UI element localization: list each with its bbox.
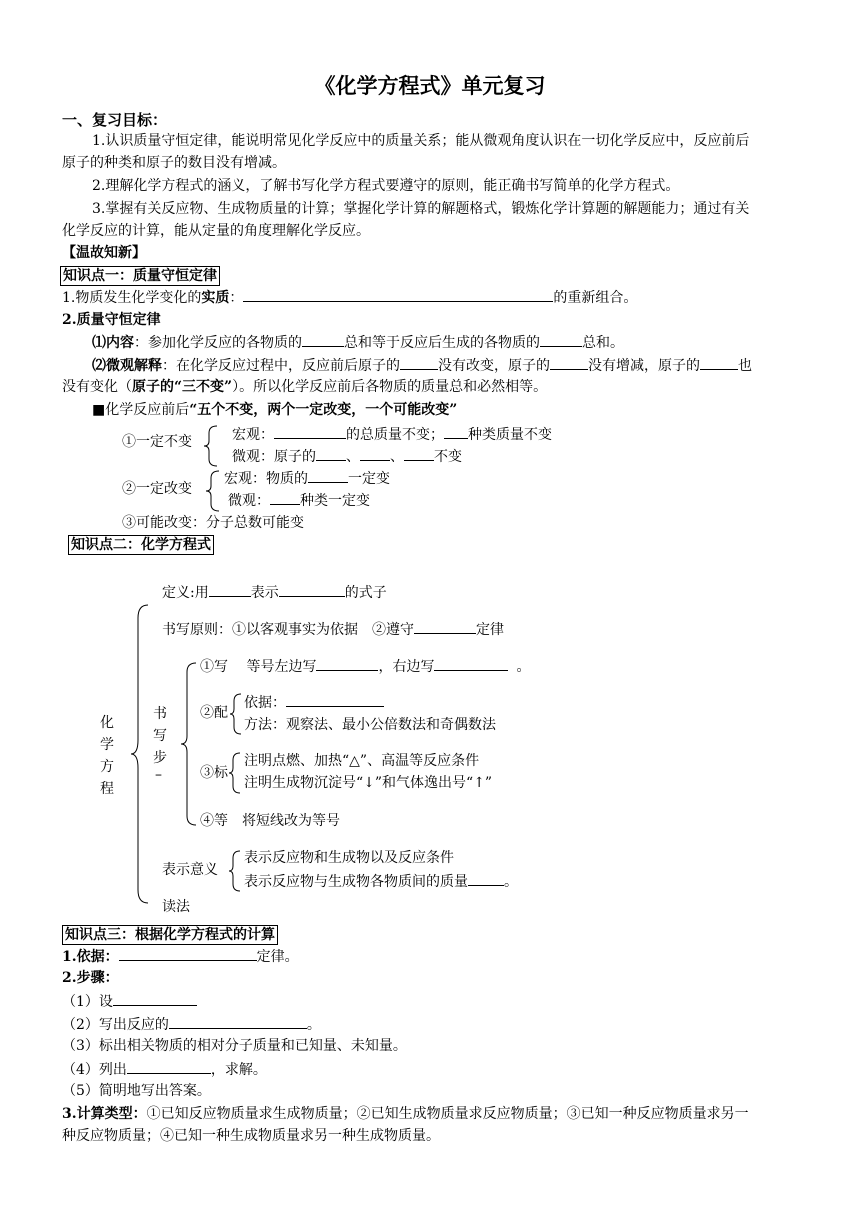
k2-steps-vertical: 书写步 <box>153 706 167 766</box>
brace-icon <box>229 693 243 735</box>
brace-icon <box>130 604 150 904</box>
square-bullet-icon: ■ <box>92 402 106 418</box>
goal-3-line-1: 3.掌握有关反应物、生成物质量的计算；掌握化学计算的解题格式，锻炼化学计算题的解题能力；通过有关 <box>92 201 750 217</box>
k3-types-line-2: 种反应物质量；④已知一种生成物质量求另一种生成物质量。 <box>62 1128 440 1144</box>
brace-icon <box>228 752 242 794</box>
k3-step-4: （4）列出 ，求解。 <box>62 1059 267 1080</box>
k1-unchanged-macro: 宏观： 的总质量不变； 种类质量不变 <box>232 424 552 445</box>
goal-2: 2.理解化学方程式的涵义，了解书写化学方程式要遵守的原则，能正确书写简单的化学方程式。 <box>92 178 680 194</box>
goals-heading: 一、复习目标： <box>62 111 168 129</box>
k3-box-heading: 知识点三：根据化学方程式的计算 <box>62 925 278 945</box>
k2-vertical-title: 化学方程 <box>100 715 114 797</box>
k2-meaning-label: 表示意义 <box>162 862 218 878</box>
k3-step-3: （3）标出相关物质的相对分子质量和已知量、未知量。 <box>62 1038 407 1054</box>
k1-micro-explain: ⑵微观解释：在化学反应过程中，反应前后原子的 没有改变，原子的 没有增减，原子的 也 <box>92 355 752 376</box>
k2-step-write: ①写 等号左边写 ，右边写 。 <box>200 656 530 677</box>
k1-law-heading: 2.质量守恒定律 <box>62 312 161 328</box>
k3-basis: 1.依据： 定律。 <box>62 946 299 967</box>
k1-unchanged-micro: 微观：原子的 、 、 不变 <box>232 446 462 467</box>
k1-changed-label: ②一定改变 <box>122 481 192 497</box>
k2-steps-dash: – <box>155 767 162 783</box>
k1-line-essence: 1.物质发生化学变化的实质： 的重新组合。 <box>62 287 637 308</box>
k2-box-heading: 知识点二：化学方程式 <box>68 535 214 555</box>
k3-steps-heading: 2.步骤： <box>62 970 119 986</box>
k2-meaning-b: 表示反应物与生成物各物质间的质量 。 <box>244 871 518 892</box>
k2-meaning-a: 表示反应物和生成物以及反应条件 <box>244 850 454 866</box>
k3-types-line-1: 3.计算类型：①已知反应物质量求生成物质量；②已知生成物质量求反应物质量；③已知一种反应物质量求另一 <box>62 1106 749 1122</box>
k2-step-mark-symbols: 注明生成物沉淀号“↓”和气体逸出号“↑” <box>244 775 493 791</box>
brace-icon <box>228 850 242 892</box>
k3-step-2: （2）写出反应的 。 <box>62 1014 321 1035</box>
k2-step-balance-basis: 依据： <box>244 692 384 713</box>
goal-3-line-2: 化学反应的计算，能从定量的角度理解化学反应。 <box>62 223 370 239</box>
goal-1-line-2: 原子的种类和原子的数目没有增减。 <box>62 155 286 171</box>
k1-unchanged-label: ①一定不变 <box>122 434 192 450</box>
blank <box>243 287 553 302</box>
k1-content: ⑴内容：参加化学反应的各物质的 总和等于反应后生成的各物质的 总和。 <box>92 332 624 353</box>
k2-writing-principle: 书写原则：①以客观事实为依据 ②遵守 定律 <box>162 619 504 640</box>
brace-icon <box>180 662 198 826</box>
k1-changed-micro: 微观： 种类一定变 <box>228 490 370 511</box>
k2-step-balance-label: ②配 <box>200 705 228 721</box>
k2-step-balance-method: 方法：观察法、最小公倍数法和奇偶数法 <box>244 717 496 733</box>
brace-icon <box>203 425 219 467</box>
k1-micro-explain-2: 没有变化（原子的“三不变”）。所以化学反应前后各物质的质量总和必然相等。 <box>62 379 548 395</box>
brace-icon <box>205 470 221 512</box>
k2-step-mark-label: ③标 <box>200 765 228 781</box>
k2-reading: 读法 <box>162 899 190 915</box>
review-heading: 【温故知新】 <box>62 245 146 261</box>
goal-1-line-1: 1.认识质量守恒定律，能说明常见化学反应中的质量关系；能从微观角度认识在一切化学反应中，反应前后 <box>92 133 750 149</box>
k2-definition: 定义:用 表示 的式子 <box>162 582 387 603</box>
k3-step-1: （1）设 <box>62 991 197 1012</box>
k1-maybe-changed: ③可能改变：分子总数可能变 <box>122 515 304 531</box>
k1-box-heading: 知识点一：质量守恒定律 <box>60 266 220 286</box>
k2-step-mark-conditions: 注明点燃、加热“△”、高温等反应条件 <box>244 753 480 769</box>
k3-step-5: （5）简明地写出答案。 <box>62 1083 211 1099</box>
k1-changed-macro: 宏观：物质的 一定变 <box>224 468 390 489</box>
k1-five-two-one: ■化学反应前后“五个不变，两个一定改变，一个可能改变” <box>92 402 458 418</box>
page-title: 《化学方程式》单元复习 <box>314 74 546 98</box>
k2-step-equal: ④等 将短线改为等号 <box>200 813 340 829</box>
